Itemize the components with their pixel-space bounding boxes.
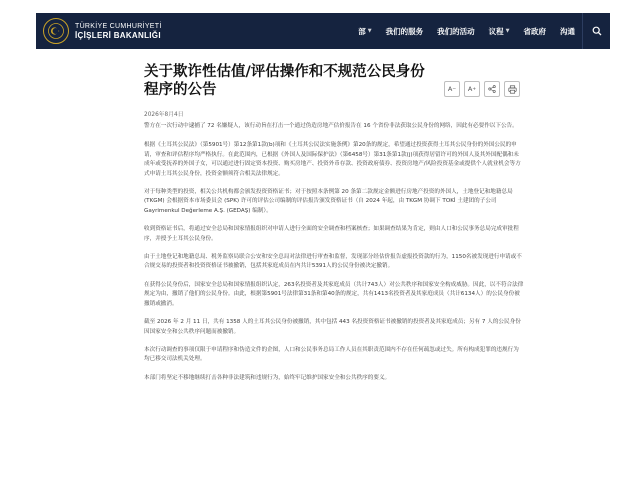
article-tools xyxy=(444,81,520,97)
ministry-name-line2: İÇİŞLERİ BAKANLIĞI xyxy=(75,31,161,40)
article-paragraph: 警方在一次行动中逮捕了 72 名嫌疑人，该行动旨在打击一个通过伪造房地产估价报告在 16 个省份非法获取公民身份的网络，因此有必要作以下公告。 xyxy=(144,123,518,129)
share-icon xyxy=(488,85,496,93)
nav-item-communication[interactable] xyxy=(553,13,582,49)
article-paragraph: 由于土地登记和地籍总局、税务监察局联合公安和安全总局对法律进行审查和监督，发现部分经估价报告虚报投资款的行为，1150名被发现进行申请或不合规交易的投资者和投资资格证书被撤销，包括其家庭成员在内共计5391人的公民身份被决定撤销。 xyxy=(144,254,522,270)
ministry-name-line1: TÜRKİYE CUMHURİYETİ xyxy=(75,23,162,30)
page-title: 关于欺诈性估值/评估操作和不规范公民身份程序的公告 xyxy=(144,64,425,98)
share-button[interactable] xyxy=(484,81,500,97)
nav-item-services[interactable] xyxy=(379,13,431,49)
nav-item-label: 部 xyxy=(358,26,366,36)
search-icon xyxy=(592,26,602,36)
site-header xyxy=(36,13,610,49)
nav-item-label: 我们的活动 xyxy=(437,26,475,36)
article-paragraph: 本次行动调查的事项仅限于申请程序和伪造文件的企图，人口和公民事务总局工作人员在其职责范围内不存在任何疏忽或过失。所有构成犯罪的违规行为均已移交司法机关处理。 xyxy=(144,346,519,363)
article-date: 2026年8月4日 xyxy=(144,112,184,118)
article-paragraph: 收到资格证书后，将通过安全总局和国家情报组织对申请人进行全面的安全调查和档案核查；如果调查结果为肯定，则由人口和公民事务总局完成审批程序，并授予土耳其公民身份。 xyxy=(144,226,519,242)
nav-item-activities[interactable] xyxy=(430,13,482,49)
nav-item-provinces[interactable] xyxy=(517,13,554,49)
search-button[interactable] xyxy=(582,13,610,49)
article-paragraph: 在获得公民身份后，国家安全总局和国家情报组织认定，263名投资者及其家庭成员（共计743人）对公共秩序和国家安全构成威胁。因此，以不符合法律规定为由，撤销了他们的公民身份。由此，根据第5901号法律第31条和第40条的规定，共有1413名投资者及其家庭成员（共计6134人）的公民身份被撤销或撤消。 xyxy=(144,281,524,307)
chevron-down-icon: ▼ xyxy=(505,28,510,34)
font-decrease-button[interactable]: A − xyxy=(444,81,460,97)
nav-item-ministry[interactable] xyxy=(351,13,378,49)
chevron-down-icon: ▼ xyxy=(367,28,372,34)
nav-item-label: 我们的服务 xyxy=(385,26,424,36)
main-nav xyxy=(351,13,610,49)
nav-item-label: 沟通 xyxy=(560,26,575,36)
article-paragraph: 本部门将坚定不移地继续打击各种非法建筑和违规行为，始终牢记维护国家安全和公共秩序的要义。 xyxy=(144,374,391,381)
print-button[interactable] xyxy=(504,81,520,97)
article-body xyxy=(144,122,524,392)
seal-icon xyxy=(43,18,69,44)
font-increase-button[interactable]: A + xyxy=(464,81,480,97)
nav-item-agenda[interactable] xyxy=(482,13,517,49)
nav-item-label: 省政府 xyxy=(523,26,546,36)
article-paragraph: 根据《土耳其公民法》（第5901号）第12条第1款(b)项和《土耳其公民法实施条例》第20条的规定，希望通过投资获得土耳其公民身份的外国公民的申请，审查和评估程序均严格执行。在此范围内，已根据《外国人及国际保护法》（第6458号）第31条第1款(j)项获得居留许可的外国人及其外国配偶和未成年或受抚养的外国子女，可以通过进行固定资本投资、购买房地产、投资外币存款、投资政府债券、投资房地产/风险投资基金或提供个人就业机会等方式申请土耳其公民身份，投资金额须符合相关法律规定。 xyxy=(144,142,521,177)
print-icon xyxy=(508,85,517,94)
ministry-logo[interactable] xyxy=(36,18,162,44)
article-paragraph: 截至 2026 年 2 月 11 日，共有 1358 人的土耳其公民身份被撤销，其中包括 443 名投资资格证书被撤销的投资者及其家庭成员；另有 7 人的公民身份因国家安全和公共秩序问题而被撤销。 xyxy=(144,319,521,335)
article-paragraph: 对于每种类型的投资，相关公共机构都会颁发投资资格证书；对于按照本条例第 20 条第二款规定金额进行房地产投资的外国人，土地登记和地籍总局 (TKGM) 会根据资本市场委员会 (SPK) 许可的评估公司编制的评估报告颁发资格证书（自 2024 年起，由 TKGM 协调下 TOKİ 土建团的子公司 Gayrimenkul Değerleme A.Ş. (GEDAŞ) 编制）。 xyxy=(144,189,513,214)
nav-item-label: 议程 xyxy=(488,26,504,36)
